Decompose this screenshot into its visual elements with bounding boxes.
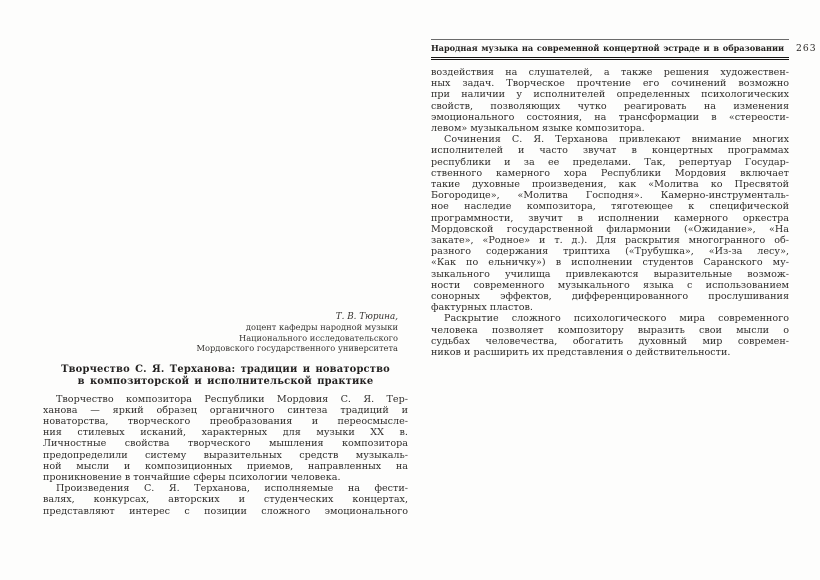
text-line: Национального исследовательского xyxy=(239,332,398,343)
paragraph xyxy=(431,313,789,358)
paragraph xyxy=(43,483,408,517)
paragraph xyxy=(431,67,789,134)
text-line: предопределили систему выразительных средств музыкаль- xyxy=(43,449,408,461)
text-line: ханова — яркий образец органичного синтеза традиций и xyxy=(43,404,408,416)
text-line: Богородице», «Молитва Господня». Камерно-инструменталь- xyxy=(431,190,789,202)
text-line: республики и за ее пределами. Так, репертуар Государ- xyxy=(431,156,789,168)
text-line: Творчество композитора Республики Мордовия С. Я. Тер- xyxy=(56,393,408,405)
text-line: в композиторской и исполнительской практике xyxy=(77,375,374,387)
text-line: воздействия на слушателей, а также решения художествен- xyxy=(431,66,789,78)
left-column xyxy=(43,312,408,517)
running-head-title: Народная музыка на современной концертной эстраде и в образовании xyxy=(431,43,785,53)
text-line: «Как по ельничку») в исполнении студентов Саранского му- xyxy=(431,257,789,269)
text-line: при наличии у исполнителей определенных психологических xyxy=(431,89,789,101)
text-line: представляют интерес с позиции сложного эмоционального xyxy=(43,505,408,517)
text-line: проникновение в тончайшие сферы психологии человека. xyxy=(43,472,341,484)
left-column-text xyxy=(43,394,408,517)
page-number: 263 xyxy=(796,43,817,54)
article-title xyxy=(43,364,408,388)
text-line: ности современного музыкального языка с использованием xyxy=(431,279,789,291)
text-line: Личностные свойства творческого мышления композитора xyxy=(43,438,408,450)
text-line: Мордовского государственного университета xyxy=(196,343,398,354)
running-head-double-rule xyxy=(431,57,789,60)
text-line: ственного камерного хора Республики Мордовия включает xyxy=(431,167,789,179)
text-line: Произведения С. Я. Терханова, исполняемые на фести- xyxy=(56,483,408,495)
text-line: Раскрытие сложного психологического мира современного xyxy=(444,313,789,325)
text-line: закате», «Родное» и т. д.). Для раскрытия многогранного об- xyxy=(431,234,789,246)
paragraph xyxy=(43,394,408,484)
text-line: ния стилевых исканий, характерных для музыки XX в. xyxy=(43,427,408,439)
text-line: эмоционального состояния, на трансформации в «стереости- xyxy=(431,111,789,123)
text-line: новаторства, творческого преобразования и переосмысле- xyxy=(43,416,408,428)
text-line: разного содержания триптиха («Трубушка», «Из-за лесу», xyxy=(431,246,789,258)
text-line: ных задач. Творческое прочтение его сочинений возможно xyxy=(431,78,789,90)
author-name: Т. В. Тюрина, xyxy=(335,312,398,322)
text-line: валях, конкурсах, авторских и студенческих концертах, xyxy=(43,494,408,506)
text-line: человека позволяет композитору выразить свои мысли о xyxy=(431,324,789,336)
text-line: левом» музыкальном языке композитора. xyxy=(431,122,645,134)
text-line: ников и расширить их представления о действительности. xyxy=(431,346,731,358)
text-line: Мордовской государственной филармонии («Ожидание», «На xyxy=(431,223,789,235)
text-line: Творчество С. Я. Терханова: традиции и новаторство xyxy=(61,363,390,375)
text-line: исполнителей и часто звучат в концертных программах xyxy=(431,145,789,157)
text-line: судьбах человечества, обогатить духовный мир современ- xyxy=(431,335,789,347)
text-line: свойств, позволяющих чутко реагировать на изменения xyxy=(431,100,789,112)
text-line: сонорных эффектов, дифференцированного прослушивания xyxy=(431,290,789,302)
text-line: ной мысли и композиционных приемов, направленных на xyxy=(43,460,408,472)
author-block xyxy=(43,312,408,354)
running-head-top-rule xyxy=(431,39,789,40)
text-line: ное наследие композитора, тяготеющее к специфической xyxy=(431,201,789,213)
text-line: зыкального училища привлекаются выразительные возмож- xyxy=(431,268,789,280)
right-column-text xyxy=(431,67,789,358)
text-line: программности, звучит в исполнении камерного оркестра xyxy=(431,212,789,224)
author-affiliation xyxy=(43,322,398,353)
text-line: Сочинения С. Я. Терханова привлекают внимание многих xyxy=(444,134,789,146)
paragraph xyxy=(431,134,789,313)
text-line: такие духовные произведения, как «Молитва ко Пресвятой xyxy=(431,178,789,190)
text-line: доцент кафедры народной музыки xyxy=(245,322,398,333)
text-line: фактурных пластов. xyxy=(431,302,533,314)
right-column xyxy=(431,39,817,358)
running-head xyxy=(431,43,817,54)
